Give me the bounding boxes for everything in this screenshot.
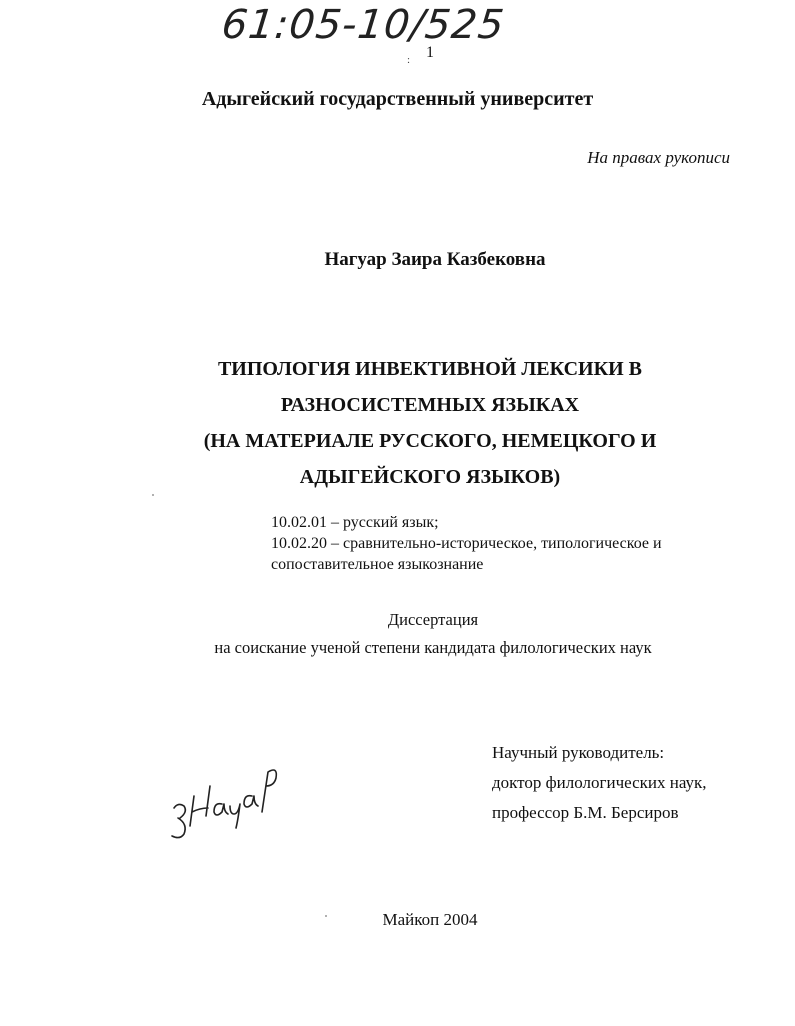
advisor-line: доктор филологических наук, [492, 773, 707, 792]
advisor-line: профессор Б.М. Берсиров [492, 803, 679, 822]
title-line: (НА МАТЕРИАЛЕ РУССКОГО, НЕМЕЦКОГО И [203, 430, 657, 452]
scan-speck [325, 915, 327, 917]
specialty-codes [271, 512, 741, 575]
author-name: Нагуар Заира Казбековна [324, 249, 546, 270]
archive-handwritten-number: 61:05-10/525 [219, 2, 507, 48]
advisor-line: Научный руководитель: [492, 743, 665, 762]
specialty-line: 10.02.20 – сравнительно-историческое, типологическое и [271, 535, 662, 552]
margin-mark: : [407, 54, 411, 66]
dissertation-purpose: на соискание ученой степени кандидата филологических наук [214, 638, 652, 657]
title-line: РАЗНОСИСТЕМНЫХ ЯЗЫКАХ [280, 394, 580, 416]
title-line: ТИПОЛОГИЯ ИНВЕКТИВНОЙ ЛЕКСИКИ В [217, 358, 643, 380]
scan-speck [152, 494, 154, 496]
specialty-line: 10.02.01 – русский язык; [271, 514, 439, 531]
rights-note: На правах рукописи [587, 148, 730, 167]
handwritten-signature [168, 756, 278, 846]
university-name: Адыгейский государственный университет [201, 88, 594, 110]
scientific-advisor [492, 738, 772, 828]
specialty-line: сопоставительное языкознание [271, 556, 484, 573]
page-number: 1 [426, 44, 434, 61]
title-line: АДЫГЕЙСКОГО ЯЗЫКОВ) [299, 466, 561, 488]
dissertation-label: Диссертация [387, 610, 479, 629]
dissertation-title [0, 351, 795, 495]
place-and-year: Майкоп 2004 [382, 910, 478, 929]
